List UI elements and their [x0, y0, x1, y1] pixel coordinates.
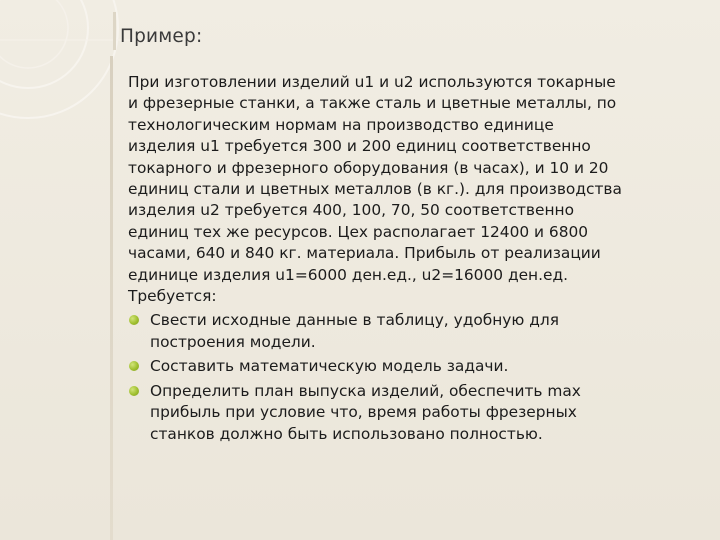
list-item-line: Определить план выпуска изделий, обеспечить max	[150, 381, 581, 400]
requirements-list	[128, 310, 720, 444]
bullet-circle-icon	[129, 361, 139, 371]
list-item	[128, 356, 720, 377]
list-item-line: прибыль при условие что, время работы фрезерных	[150, 403, 577, 422]
paragraph-line: Требуется:	[128, 287, 217, 306]
paragraph-line: часами, 640 и 840 кг. материала. Прибыль от реализации	[128, 244, 601, 263]
paragraph-line: единиц стали и цветных металлов (в кг.). для производства	[128, 180, 622, 199]
left-vertical-rule	[110, 56, 113, 540]
list-item	[128, 310, 720, 353]
bullet-circle-icon	[129, 386, 139, 396]
paragraph-line: и фрезерные станки, а также сталь и цветные металлы, по	[128, 94, 617, 113]
paragraph-line: технологическим нормам на производство единице	[128, 115, 554, 134]
list-item-line: Свести исходные данные в таблицу, удобную для	[150, 311, 559, 330]
title-accent-line	[113, 12, 116, 50]
paragraph-line: изделия u1 требуется 300 и 200 единиц соответственно	[128, 137, 591, 156]
list-item-line: построения модели.	[150, 332, 316, 351]
problem-paragraph	[128, 72, 720, 307]
list-item-line: Составить математическую модель задачи.	[150, 357, 509, 376]
paragraph-line: единиц тех же ресурсов. Цех располагает 12400 и 6800	[128, 222, 589, 241]
slide-content	[128, 72, 720, 445]
paragraph-line: токарного и фрезерного оборудования (в часах), и 10 и 20	[128, 158, 609, 177]
bullet-circle-icon	[129, 315, 139, 325]
paragraph-line: единице изделия u1=6000 ден.ед., u2=16000 ден.ед.	[128, 265, 569, 284]
list-item-line: станков должно быть использовано полностью.	[150, 424, 543, 443]
paragraph-line: изделия u2 требуется 400, 100, 70, 50 соответственно	[128, 201, 575, 220]
list-item	[128, 381, 720, 445]
paragraph-line: При изготовлении изделий u1 и u2 используются токарные	[128, 73, 616, 91]
slide-title: Пример:	[120, 26, 203, 47]
